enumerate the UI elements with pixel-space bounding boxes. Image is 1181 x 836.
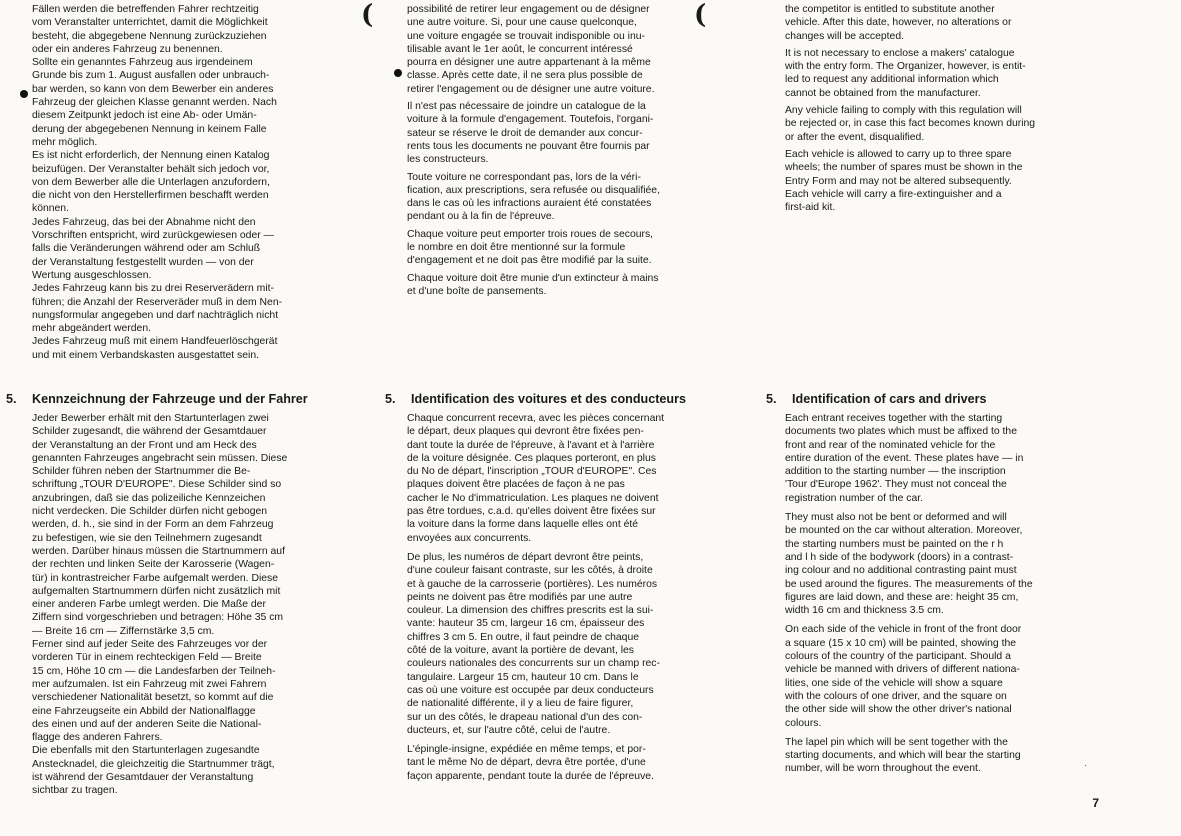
french-top-paragraph-4: Chaque voiture peut emporter trois roues de secours, le nombre en doit être mentionné sur la formule d'engagement et ne doit pas être modifié par la suite. <box>407 228 654 267</box>
page-number: 7 <box>1092 796 1099 810</box>
binder-hole-mark-right: ( <box>694 0 707 30</box>
binder-hole-mark-left: ( <box>361 0 374 30</box>
french-bottom-paragraph-3: L'épingle-insigne, expédiée en même temps, et por- tant le même No de départ, devra être portée, d'une façon apparente, pendant toute la durée de l'épreuve. <box>407 744 654 782</box>
french-top-paragraph-1: possibilité de retirer leur engagement ou de désigner une autre voiture. Si, pour une cause quelconque, une voiture engagée se trouvait indisponible ou inu- tilisable avant le 1er août, le concurrent intéressé pourra en désigner une autre appartenant à la même classe. Après cette date, il ne sera plus possible de retirer l'engagement ou de désigner une autre voiture. <box>407 4 655 95</box>
binder-hole-dot-left <box>20 90 28 98</box>
english-top-text <box>785 3 1097 218</box>
english-top-paragraph-4: Each vehicle is allowed to carry up to three spare wheels; the number of spares must be shown in the Entry Form and may not be altered subsequently. Each vehicle will carry a fire-extinguisher and a first-aid kit. <box>785 148 1023 214</box>
french-top-paragraph-2: Il n'est pas nécessaire de joindre un catalogue de la voiture à la formule d'engagement. Toutefois, l'organi- sateur se réserve le droit de demander aux concur- rents tous les documents ne pouvant être fournis par les constructeurs. <box>407 101 654 166</box>
french-top-text <box>407 0 719 302</box>
english-top-paragraph-2: It is not necessary to enclose a makers' catalogue with the entry form. The Organizer, however, is entit- led to request any additional information which cannot be obtained from the manufacturer. <box>785 47 1026 99</box>
english-bottom-paragraph-4: The lapel pin which will be sent together with the starting documents, and which will bear the starting number, will be worn throughout the event. <box>785 736 1021 775</box>
english-bottom-text <box>785 412 1097 780</box>
german-section-heading <box>6 392 308 406</box>
german-section-title: Kennzeichnung der Fahrzeuge und der Fahrer <box>32 392 308 406</box>
english-section-number: 5. <box>766 392 777 406</box>
english-top-paragraph-1: the competitor is entitled to substitute another vehicle. After this date, however, no alterations or changes will be accepted. <box>785 4 1012 42</box>
english-bottom-paragraph-2: They must also not be bent or deformed and will be mounted on the car without alteration. Moreover, the starting numbers must be painted on the r h and l h side of the bodywork (doors) in a contrast- ing colour and no additional contrasting paint must be used around the figures. The measurements of the figures are laid down, and these are: height 35 cm, width 16 cm and thickness 3.5 cm. <box>785 512 1033 617</box>
french-section-heading <box>385 392 686 406</box>
french-top-paragraph-3: Toute voiture ne correspondant pas, lors de la véri- fication, aux prescriptions, sera refusée ou disqualifiée, dans le cas où les infractions auraient été constatées pendant ou à la fin de l'épreuve. <box>407 171 660 223</box>
german-top-text <box>32 3 370 366</box>
german-section-number: 5. <box>6 392 17 406</box>
german-bottom-text <box>32 412 370 802</box>
german-top-paragraph: Fällen werden die betreffenden Fahrer rechtzeitig vom Veranstalter unterrichtet, damit die Möglichkeit besteht, die abgegebene Nennung zurückzuziehen oder ein anderes Fahrzeug zu benennen. Sollte ein genanntes Fahrzeug aus irgendeinem Grunde bis zum 1. August ausfallen oder unbrauch- bar werden, so kann von dem Bewerber ein anderes Fahrzeug der gleichen Klasse genannt werden. Nach diesem Zeitpunkt jedoch ist eine Ab- oder Umän- derung der abgegebenen Nennung in keinem Falle mehr möglich. Es ist nicht erforderlich, der Nennung einen Katalog beizufügen. Der Veranstalter behält sich jedoch vor, von dem Bewerber alle die Unterlagen anzufordern, die nicht von den Herstellerfirmen beschafft werden können. Jedes Fahrzeug, das bei der Abnahme nicht den Vorschriften entspricht, wird zurückgewiesen oder — falls die Veränderungen während oder am Schluß der Veranstaltung festgestellt wurden — von der Wertung ausgeschlossen. Jedes Fahrzeug kann bis zu drei Reserverädern mit- führen; die Anzahl der Reserveräder muß in dem Nen- nungsformular angegeben und darf nachträglich nicht mehr abgeändert werden. Jedes Fahrzeug muß mit einem Handfeuerlöschgerät und mit einem Verbandskasten ausgestattet sein. <box>32 4 283 361</box>
french-section-number: 5. <box>385 392 396 406</box>
french-bottom-paragraph-2: De plus, les numéros de départ devront être peints, d'une couleur faisant contraste, sur les côtés, à droite et à gauche de la carrosserie (portières). Les numéros peints ne doivent pas être modifiés par une autre couleur. La dimension des chiffres prescrits est la sui- vante: hauteur 35 cm, largeur 16 cm, épaisseur des chiffres 3 cm 5. En outre, il faut peindre de chaque côté de la voiture, avant la portière de devant, les couleurs nationales des concurrents sur un champ rec- tangulaire. Largeur 15 cm, hauteur 10 cm. Dans le cas où une voiture est occupée par deux conducteurs de nationalité différente, il y a lieu de faire figurer, sur un des côtés, le drapeau national d'un des con- ducteurs, et, sur l'autre côté, celui de l'autre. <box>407 551 660 736</box>
french-section-title: Identification des voitures et des conducteurs <box>411 392 687 406</box>
english-top-paragraph-3: Any vehicle failing to comply with this regulation will be rejected or, in case this fact becomes known during or after the event, disqualified. <box>785 105 1036 143</box>
french-top-paragraph-5: Chaque voiture doit être munie d'un extincteur à mains et d'une boîte de pansements. <box>407 272 659 297</box>
french-bottom-text <box>407 412 719 787</box>
english-section-heading <box>766 392 987 406</box>
binder-hole-dot-middle <box>394 69 402 77</box>
print-speck: · <box>1084 760 1088 771</box>
german-bottom-paragraph: Jeder Bewerber erhält mit den Startunterlagen zwei Schilder zugesandt, die während der Gesamtdauer der Veranstaltung an der Front und am Heck des genannten Fahrzeuges angebracht sein müssen. Diese Schilder führen neben der Startnummer die Be- schriftung „TOUR D'EUROPE". Diese Schilder sind so anzubringen, daß sie das polizeiliche Kennzeichen nicht verdecken. Die Schilder dürfen nicht gebogen werden, d. h., sie sind in der Form an dem Fahrzeug zu befestigen, wie sie den Teilnehmern zugesandt werden. Darüber hinaus müssen die Startnummern auf der rechten und linken Seite der Karosserie (Wagen- tür) in kontrastreicher Farbe aufgemalt werden. Diese aufgemalten Startnummern dürfen nicht zusätzlich mit einer anderen Farbe umlegt werden. Die Maße der Ziffern sind vorgeschrieben und betragen: Höhe 35 cm — Breite 16 cm — Ziffernstärke 3,5 cm. Ferner sind auf jeder Seite des Fahrzeuges vor der vorderen Tür in einem rechteckigen Feld — Breite 15 cm, Höhe 10 cm — die Landesfarben der Teilneh- mer aufzumalen. Ist ein Fahrzeug mit zwei Fahrern verschiedener Nationalität besetzt, so kommt auf die eine Fahrzeugseite ein Abbild der Nationalflagge des einen und auf der anderen Seite die National- flagge des anderen Fahrers. Die ebenfalls mit den Startunterlagen zugesandte Anstecknadel, die gleichzeitig die Startnummer trägt, ist während der Gesamtdauer der Veranstaltung sichtbar zu tragen. <box>32 413 288 797</box>
english-section-title: Identification of cars and drivers <box>792 392 987 406</box>
english-bottom-paragraph-3: On each side of the vehicle in front of the front door a square (15 x 10 cm) will be painted, showing the colours of the country of the participant. Should a vehicle be manned with drivers of different nationa- lities, one side of the vehicle will show a square with the colours of one driver, and the square on the other side will show the other driver's national colours. <box>785 624 1022 729</box>
english-bottom-paragraph-1: Each entrant receives together with the starting documents two plates which must be affixed to the front and rear of the nominated vehicle for the entire duration of the event. These plates have — in addition to the starting number — the inscription 'Tour d'Europe 1962'. They must not conceal the registration number of the car. <box>785 413 1024 504</box>
french-bottom-paragraph-1: Chaque concurrent recevra, avec les pièces concernant le départ, deux plaques qui devront être fixées pen- dant toute la durée de l'épreuve, à l'avant et à l'arrière de la voiture désignée. Ces plaques porteront, en plus du No de départ, l'inscription „TOUR d'EUROPE". Ces plaques doivent être placées de façon à ne pas cacher le No d'immatriculation. Les plaques ne doivent pas être tordues, c.a.d. qu'elles doivent être fixées sur la voiture dans la forme dans laquelle elles ont été envoyées aux concurrents. <box>407 413 665 544</box>
